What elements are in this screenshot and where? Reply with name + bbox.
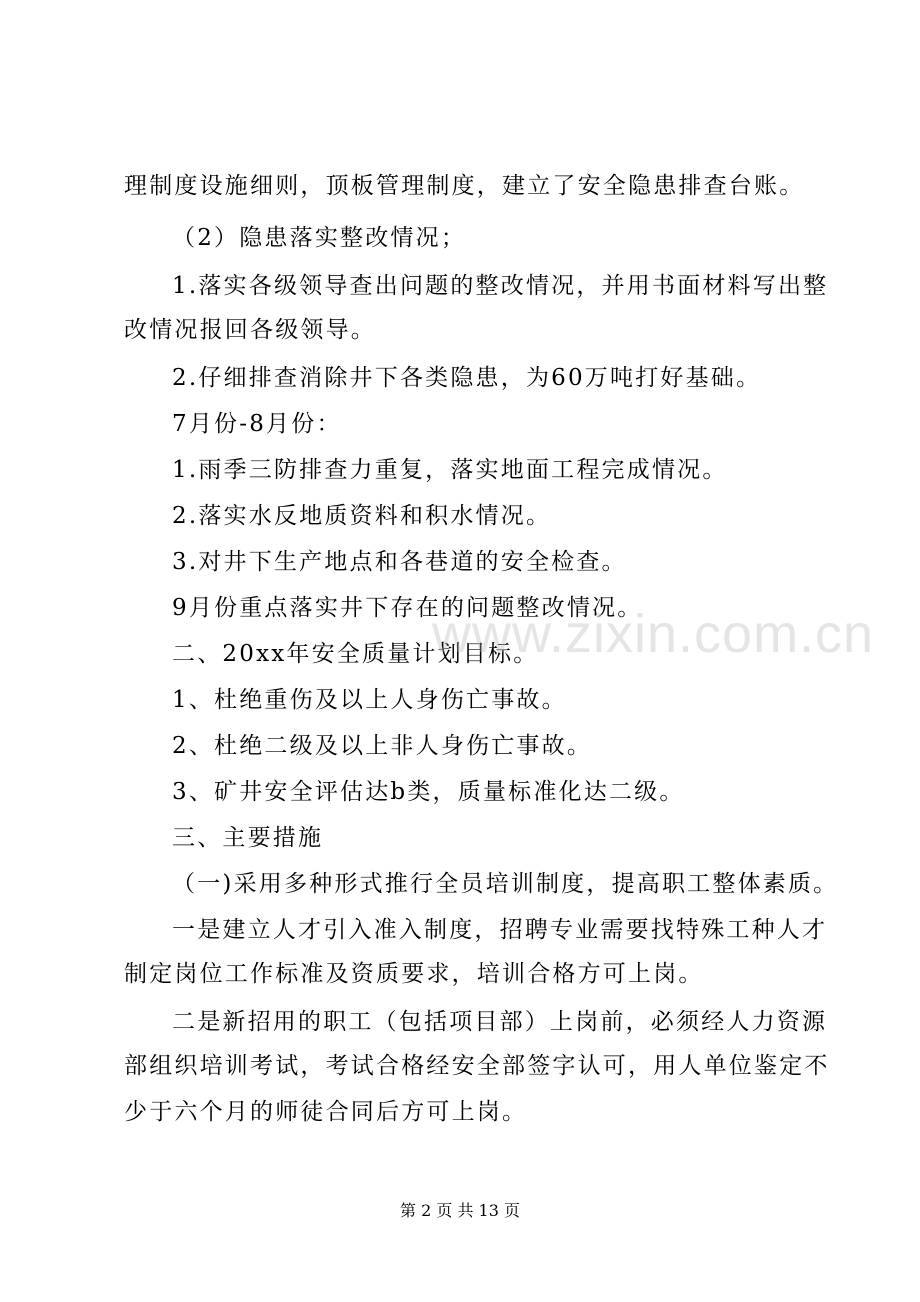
text-line-1: 理制度设施细则，顶板管理制度，建立了安全隐患排查台账。 <box>124 173 805 199</box>
text-line-17: 一是建立人才引入准入制度，招聘专业需要找特殊工种人才 <box>172 917 828 943</box>
text-line-15: 三、主要措施 <box>172 825 324 851</box>
text-line-14: 3、矿井安全评估达b类，质量标准化达二级。 <box>172 779 685 805</box>
text-line-11: 二、20xx年安全质量计划目标。 <box>172 641 539 667</box>
text-line-16: （一)采用多种形式推行全员培训制度，提高职工整体素质。 <box>172 871 839 897</box>
text-line-5: 2.仔细排查消除井下各类隐患，为60万吨打好基础。 <box>172 365 762 391</box>
page-footer: 第 2 页 共 13 页 <box>400 1201 520 1220</box>
watermark-text: www.zixin.com.cn <box>432 604 875 664</box>
text-line-7: 1.雨季三防排查力重复，落实地面工程完成情况。 <box>172 457 728 483</box>
text-line-10: 9月份重点落实井下存在的问题整改情况。 <box>172 595 643 621</box>
text-line-18: 制定岗位工作标准及资质要求，培训合格方可上岗。 <box>124 961 704 987</box>
text-line-19: 二是新招用的职工（包括项目部）上岗前，必须经人力资源 <box>172 1009 828 1035</box>
text-line-12: 1、杜绝重伤及以上人身伤亡事故。 <box>172 687 567 713</box>
text-line-6: 7月份-8月份： <box>172 411 342 437</box>
text-line-8: 2.落实水反地质资料和积水情况。 <box>172 503 552 529</box>
text-line-2: （2）隐患落实整改情况； <box>172 225 467 251</box>
text-line-4: 改情况报回各级领导。 <box>124 317 376 343</box>
text-line-3: 1.落实各级领导查出问题的整改情况，并用书面材料写出整 <box>172 273 829 299</box>
text-line-20: 部组织培训考试，考试合格经安全部签字认可，用人单位鉴定不 <box>124 1053 830 1079</box>
text-line-13: 2、杜绝二级及以上非人身伤亡事故。 <box>172 733 593 759</box>
text-line-9: 3.对井下生产地点和各巷道的安全检查。 <box>172 549 627 575</box>
text-line-21: 少于六个月的师徒合同后方可上岗。 <box>124 1099 528 1125</box>
